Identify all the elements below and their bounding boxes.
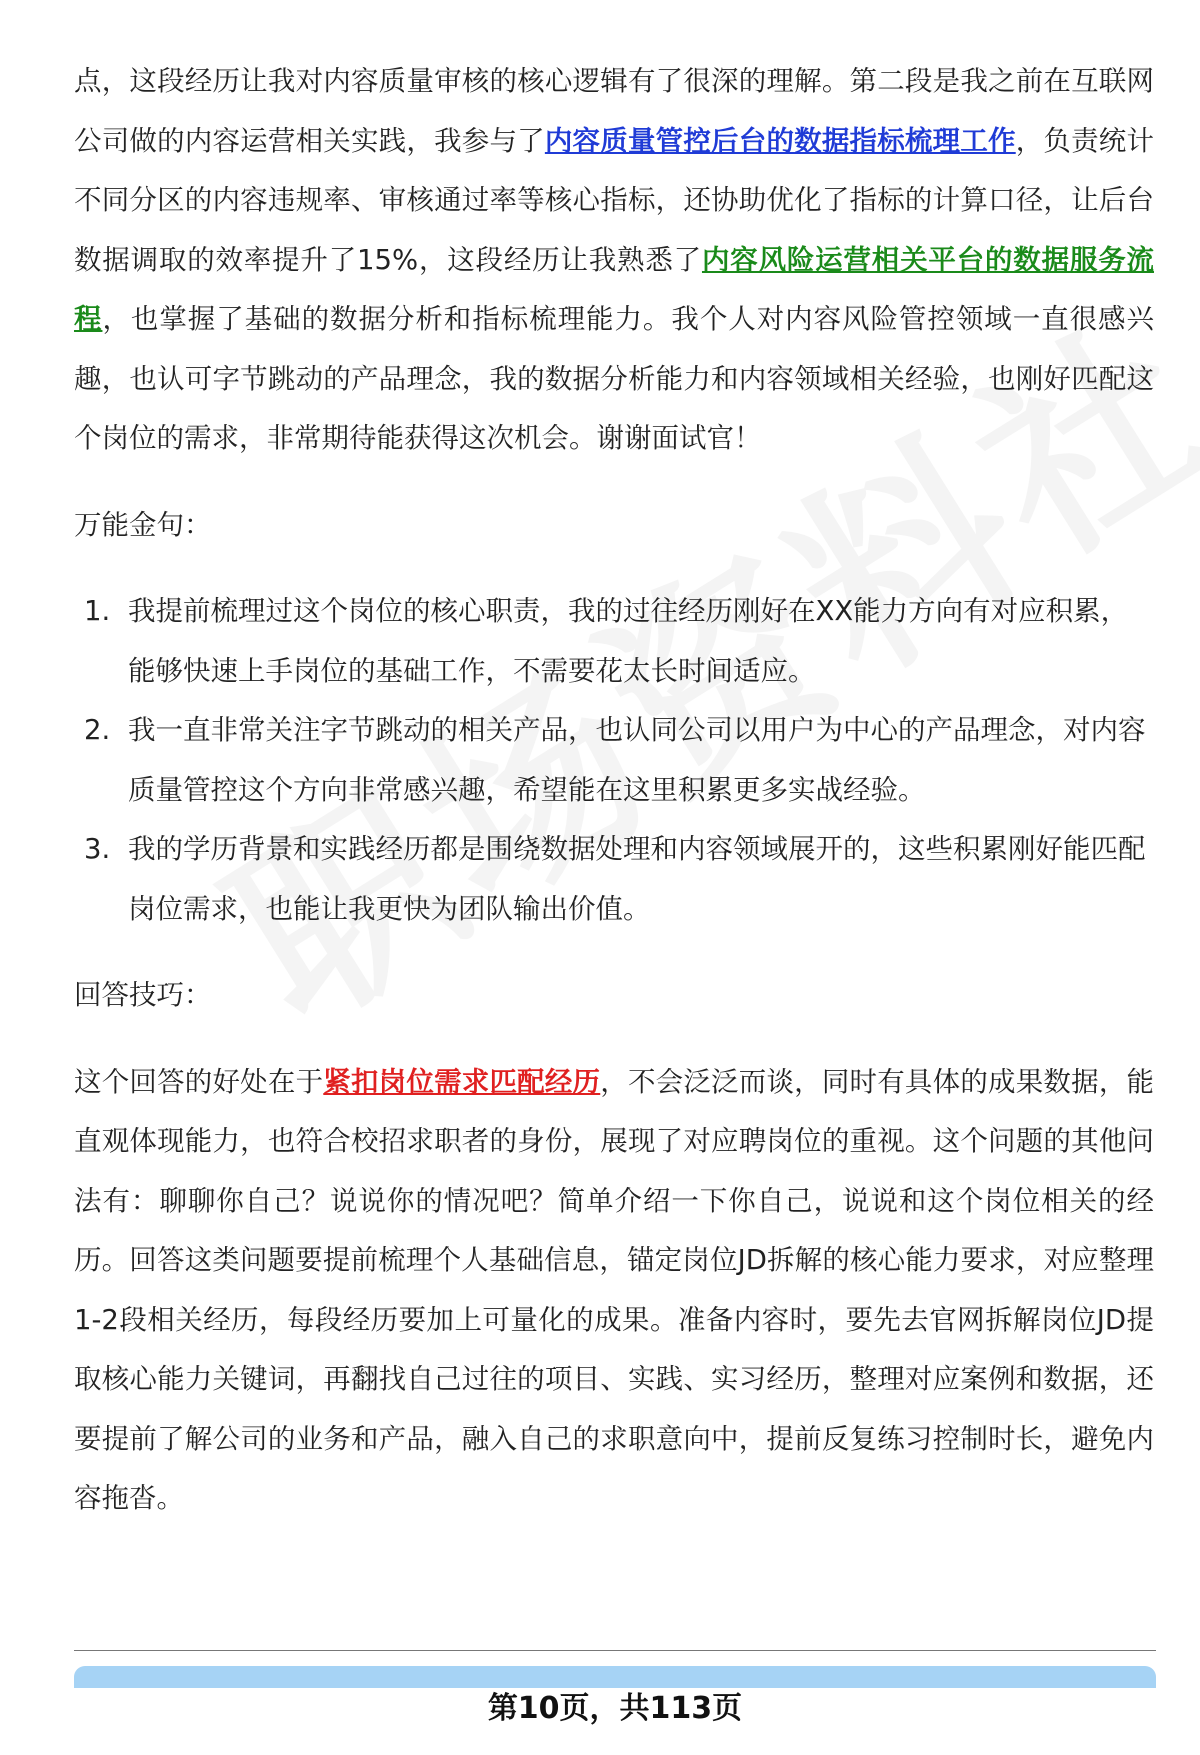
- list-item: [74, 582, 1154, 701]
- intro-text-1: 点，这段经历让我对内容质量审核的核心逻辑有了很深的理解。第二段是我之前在互联网公司做的内容运营相关实践，我参与了: [74, 65, 1154, 157]
- list-item: [74, 701, 1154, 820]
- tips-text-1: 这个回答的好处在于: [74, 1065, 324, 1098]
- footer-divider: [74, 1650, 1156, 1651]
- main-content: [74, 52, 1154, 1529]
- golden-list: [74, 582, 1154, 939]
- list-item-number: 1.: [84, 595, 111, 627]
- intro-text-2: ，负责统计不同分区的内容违规率、审核通过率等核心指标，还协助优化了指标的计算口径，让后台数据调取的效率提升了15%，这段经历让我熟悉了: [74, 124, 1155, 276]
- tips-paragraph: [74, 1053, 1154, 1529]
- list-item: [74, 820, 1154, 939]
- golden-heading: 万能金句：: [74, 508, 212, 541]
- intro-text-3: ，也掌握了基础的数据分析和指标梳理能力。我个人对内容风险管控领域一直很感兴趣，也认可字节跳动的产品理念，我的数据分析能力和内容领域相关经验，也刚好匹配这个岗位的需求，非常期待能获得这次机会。谢谢面试官！: [74, 303, 1155, 454]
- list-item-text: 我提前梳理过这个岗位的核心职责，我的过往经历刚好在XX能力方向有对应积累，能够快速上手岗位的基础工作，不需要花太长时间适应。: [128, 595, 1129, 687]
- list-item-number: 3.: [84, 833, 111, 865]
- list-item-text: 我的学历背景和实践经历都是围绕数据处理和内容领域展开的，这些积累刚好能匹配岗位需求，也能让我更快为团队输出价值。: [128, 833, 1146, 925]
- page-number: 第10页，共113页: [487, 1691, 743, 1726]
- intro-paragraph: [74, 52, 1154, 469]
- highlight-red: 紧扣岗位需求匹配经历: [323, 1065, 601, 1098]
- highlight-green: 内容风险运营相关平台的数据服务流程: [74, 243, 1154, 335]
- list-item-text: 我一直非常关注字节跳动的相关产品，也认同公司以用户为中心的产品理念，对内容质量管控这个方向非常感兴趣，希望能在这里积累更多实战经验。: [128, 714, 1146, 806]
- tips-heading: 回答技巧：: [74, 979, 212, 1011]
- list-item-number: 2.: [84, 714, 111, 746]
- highlight-blue: 内容质量管控后台的数据指标梳理工作: [544, 124, 1016, 157]
- tips-text-2: ，不会泛泛而谈，同时有具体的成果数据，能直观体现能力，也符合校招求职者的身份，展现了对应聘岗位的重视。这个问题的其他问法有：聊聊你自己？说说你的情况吧？简单介绍一下你自己，说说和这个岗位相关的经历。回答这类问题要提前梳理个人基础信息，锚定岗位JD拆解的核心能力要求，对应整理1-2段相关经历，每段经历要加上可量化的成果。准备内容时，要先去官网拆解岗位JD提取核心能力关键词，再翻找自己过往的项目、实践、实习经历，整理对应案例和数据，还要提前了解公司的业务和产品，融入自己的求职意向中，提前反复练习控制时长，避免内容拖沓。: [74, 1065, 1155, 1514]
